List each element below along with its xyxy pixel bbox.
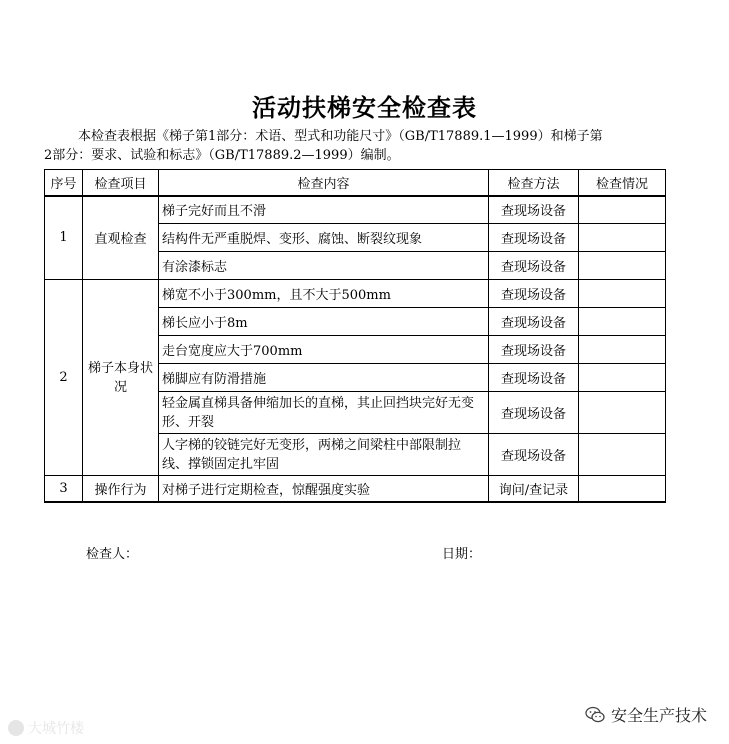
row-content: 梯子完好而且不滑 bbox=[159, 196, 489, 224]
row-result[interactable] bbox=[579, 364, 666, 392]
header-item: 检查项目 bbox=[83, 170, 159, 196]
row-result[interactable] bbox=[579, 434, 666, 476]
row-content: 人字梯的铰链完好无变形，两梯之间梁柱中部限制拉线、撑锁固定扎牢固 bbox=[159, 434, 489, 476]
row-content: 走台宽度应大于700mm bbox=[159, 336, 489, 364]
row-method: 查现场设备 bbox=[489, 336, 579, 364]
row-result[interactable] bbox=[579, 392, 666, 434]
header-result: 检查情况 bbox=[579, 170, 666, 196]
table-row bbox=[45, 196, 666, 224]
row-no: 2 bbox=[45, 280, 83, 476]
intro-line-1: 本检查表根据《梯子第1部分：术语、型式和功能尺寸》（GB/T17889.1—1999）和梯子第 bbox=[78, 129, 603, 144]
header-method: 检查方法 bbox=[489, 170, 579, 196]
row-no: 3 bbox=[45, 476, 83, 502]
row-method: 查现场设备 bbox=[489, 224, 579, 252]
row-no: 1 bbox=[45, 196, 83, 280]
row-item: 直观检查 bbox=[83, 196, 159, 280]
row-content: 梯宽不小于300mm，且不大于500mm bbox=[159, 280, 489, 308]
row-result[interactable] bbox=[579, 224, 666, 252]
row-item: 梯子本身状况 bbox=[83, 280, 159, 476]
row-content: 梯脚应有防滑措施 bbox=[159, 364, 489, 392]
inspection-table bbox=[44, 169, 666, 503]
row-item: 操作行为 bbox=[83, 476, 159, 502]
row-result[interactable] bbox=[579, 308, 666, 336]
inspector-label: 检查人： bbox=[86, 547, 139, 562]
row-method: 询问/查记录 bbox=[489, 476, 579, 502]
page-title: 活动扶梯安全检查表 bbox=[252, 94, 477, 122]
watermark-right bbox=[585, 703, 707, 726]
watermark-left bbox=[8, 718, 84, 738]
date-label: 日期： bbox=[442, 547, 482, 562]
row-content: 轻金属直梯具备伸缩加长的直梯，其止回挡块完好无变形、开裂 bbox=[159, 392, 489, 434]
table-row bbox=[45, 476, 666, 502]
intro-line-2: 2部分：要求、试验和标志》（GB/T17889.2—1999）编制。 bbox=[44, 148, 400, 163]
row-result[interactable] bbox=[579, 252, 666, 280]
row-method: 查现场设备 bbox=[489, 364, 579, 392]
table-row bbox=[45, 280, 666, 308]
row-content: 对梯子进行定期检查，惊醒强度实验 bbox=[159, 476, 489, 502]
wechat-icon bbox=[585, 706, 605, 724]
row-method: 查现场设备 bbox=[489, 392, 579, 434]
row-result[interactable] bbox=[579, 196, 666, 224]
intro-paragraph bbox=[44, 127, 664, 165]
row-result[interactable] bbox=[579, 280, 666, 308]
row-content: 有涂漆标志 bbox=[159, 252, 489, 280]
row-method: 查现场设备 bbox=[489, 280, 579, 308]
row-content: 结构件无严重脱焊、变形、腐蚀、断裂纹现象 bbox=[159, 224, 489, 252]
table-header-row bbox=[45, 170, 666, 196]
watermark-logo-icon bbox=[8, 720, 24, 736]
row-method: 查现场设备 bbox=[489, 308, 579, 336]
header-content: 检查内容 bbox=[159, 170, 489, 196]
row-method: 查现场设备 bbox=[489, 434, 579, 476]
watermark-right-text: 安全生产技术 bbox=[610, 706, 707, 725]
row-result[interactable] bbox=[579, 336, 666, 364]
header-no: 序号 bbox=[45, 170, 83, 196]
row-method: 查现场设备 bbox=[489, 196, 579, 224]
row-result[interactable] bbox=[579, 476, 666, 502]
watermark-left-text: 大城竹楼 bbox=[28, 721, 84, 737]
row-content: 梯长应小于8m bbox=[159, 308, 489, 336]
row-method: 查现场设备 bbox=[489, 252, 579, 280]
